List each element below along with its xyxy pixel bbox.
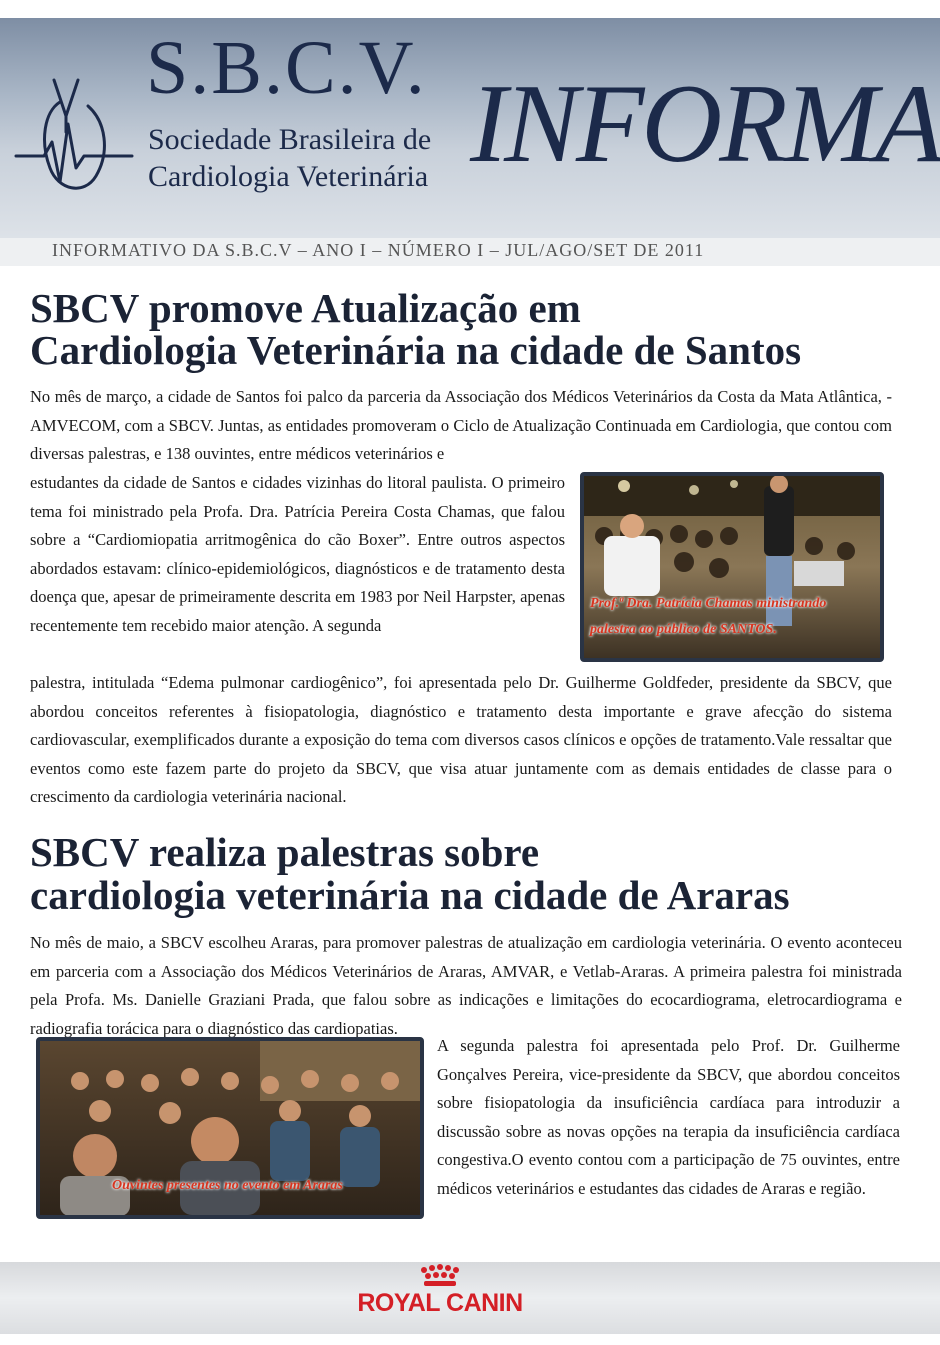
- article2-headline-line1: SBCV realiza palestras sobre: [30, 829, 540, 875]
- santos-photo-caption-line2: palestra ao público de SANTOS.: [590, 622, 777, 637]
- crown-icon: [418, 1264, 462, 1290]
- article1-paragraph-narrow: estudantes da cidade de Santos e cidades vizinhas do litoral paulista. O primeiro tema foi ministrado pela Profa. Dra. Patrícia Pereira Costa Chamas, que falou sobre a “Cardiomiopatia arritmogênica do cão Boxer”. Entre outros aspectos abordados estavam: clínico-epidemiológicos, diagnósticos e de tratamento desta doença que, apesar de primeiramente descrita em 1983 por Neil Harpster, apenas recentemente tem recebido maior atenção. A segunda: [30, 473, 565, 635]
- article1-headline-line1: SBCV promove Atualização em: [30, 285, 581, 331]
- heart-ecg-icon: [14, 72, 134, 212]
- araras-photo-caption: Ouvintes presentes no evento em Araras: [112, 1178, 343, 1193]
- society-name-line1: Sociedade Brasileira de: [148, 123, 432, 156]
- issue-info: INFORMATIVO DA S.B.C.V – ANO I – NÚMERO I – JUL/AGO/SET DE 2011: [52, 240, 705, 260]
- article1-paragraph-continued: palestra, intitulada “Edema pulmonar cardiogênico”, foi apresentada pelo Dr. Guilherme Goldfeder, presidente da SBCV, que abordou conceitos referentes à fisiopatologia, diagnóstico e tratamento desta importante e grave afecção do sistema cardiovascular, exemplificados durante a exposição do tema com diversos casos clínicos e opções de tratamento.Vale ressaltar que eventos como este fazem parte do projeto da SBCV, que visa atuar juntamente com as demais entidades de classe para o crescimento da cardiologia veterinária nacional.: [30, 673, 892, 806]
- sponsor-logo-text: ROYAL CANIN: [357, 1289, 523, 1317]
- santos-photo-caption-line1: Prof.ª Dra. Patrícia Chamas ministrando: [590, 596, 827, 611]
- society-name-line2: Cardiologia Veterinária: [148, 160, 429, 193]
- article2-paragraph-continued: A segunda palestra foi apresentada pelo Prof. Dr. Guilherme Gonçalves Pereira, vice-presidente da SBCV, que abordou conceitos sobre fisiopatologia da insuficiência cardíaca para introduzir a discussão sobre as novas opções na terapia da insuficiência cardíaca congestiva.O evento contou com a participação de 75 ouvintes, entre médicos veterinários e estudantes das cidades de Araras e região.: [437, 1036, 900, 1198]
- article2-paragraph-intro: No mês de maio, a SBCV escolheu Araras, para promover palestras de atualização em cardiologia veterinária. O evento aconteceu em parceria com a Associação dos Médicos Veterinários de Araras, AMVAR, e Vetlab-Araras. A primeira palestra foi ministrada pela Profa. Ms. Danielle Graziani Prada, que falou sobre as indicações e limitações do ecocardiograma, eletrocardiograma e radiografia torácica para o diagnóstico das cardiopatias.: [30, 933, 902, 1038]
- article2-headline-line2: cardiologia veterinária na cidade de Araras: [30, 872, 790, 918]
- article1-paragraph-intro: No mês de março, a cidade de Santos foi palco da parceria da Associação dos Médicos Veterinários da Costa da Mata Atlântica, - AMVECOM, com a SBCV. Juntas, as entidades promoveram o Ciclo de Atualização Continuada em Cardiologia, que contou com diversas palestras, e 138 ouvintes, entre médicos veterinários e: [30, 387, 892, 463]
- newsletter-title: INFORMA: [470, 62, 940, 186]
- society-acronym: S.B.C.V.: [146, 26, 427, 110]
- article1-headline-line2: Cardiologia Veterinária na cidade de Santos: [30, 327, 802, 373]
